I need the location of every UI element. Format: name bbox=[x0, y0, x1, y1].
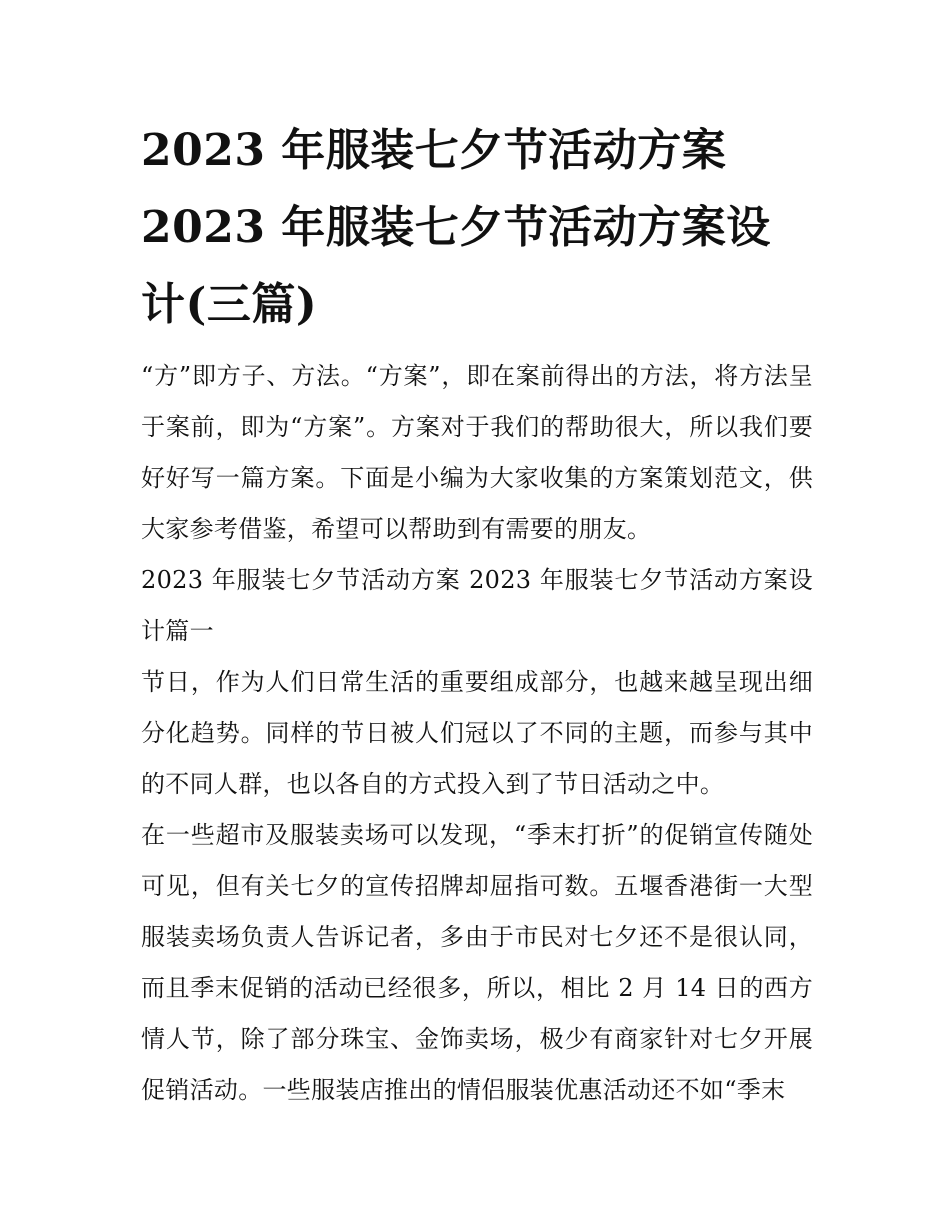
document-title bbox=[141, 112, 813, 343]
document-page bbox=[141, 112, 813, 1116]
document-body bbox=[141, 351, 813, 1116]
title-line: 计(三篇) bbox=[141, 279, 318, 330]
title-line: 2023 年服装七夕节活动方案设 bbox=[141, 202, 771, 253]
body-paragraph: 在一些超市及服装卖场可以发现，“季末打折”的促销宣传随处可见，但有关七夕的宣传招牌却屈指可数。五堰香港街一大型服装卖场负责人告诉记者，多由于市民对七夕还不是很认同，而且季末促销的活动已经很多，所以，相比 2 月 14 日的西方情人节，除了部分珠宝、金饰卖场，极少有商家针对七夕开展促销活动。一些服装店推出的情侣服装优惠活动还不如“季末 bbox=[141, 821, 813, 1104]
intro-paragraph: “方”即方子、方法。“方案”，即在案前得出的方法，将方法呈于案前，即为“方案”。方案对于我们的帮助很大，所以我们要好好写一篇方案。下面是小编为大家收集的方案策划范文，供大家参考借鉴，希望可以帮助到有需要的朋友。 bbox=[141, 362, 813, 543]
section-heading: 2023 年服装七夕节活动方案 2023 年服装七夕节活动方案设计篇一 bbox=[141, 566, 813, 645]
title-line: 2023 年服装七夕节活动方案 bbox=[141, 125, 727, 176]
body-paragraph: 节日，作为人们日常生活的重要组成部分，也越来越呈现出细分化趋势。同样的节日被人们冠以了不同的主题，而参与其中的不同人群，也以各自的方式投入到了节日活动之中。 bbox=[141, 668, 813, 798]
